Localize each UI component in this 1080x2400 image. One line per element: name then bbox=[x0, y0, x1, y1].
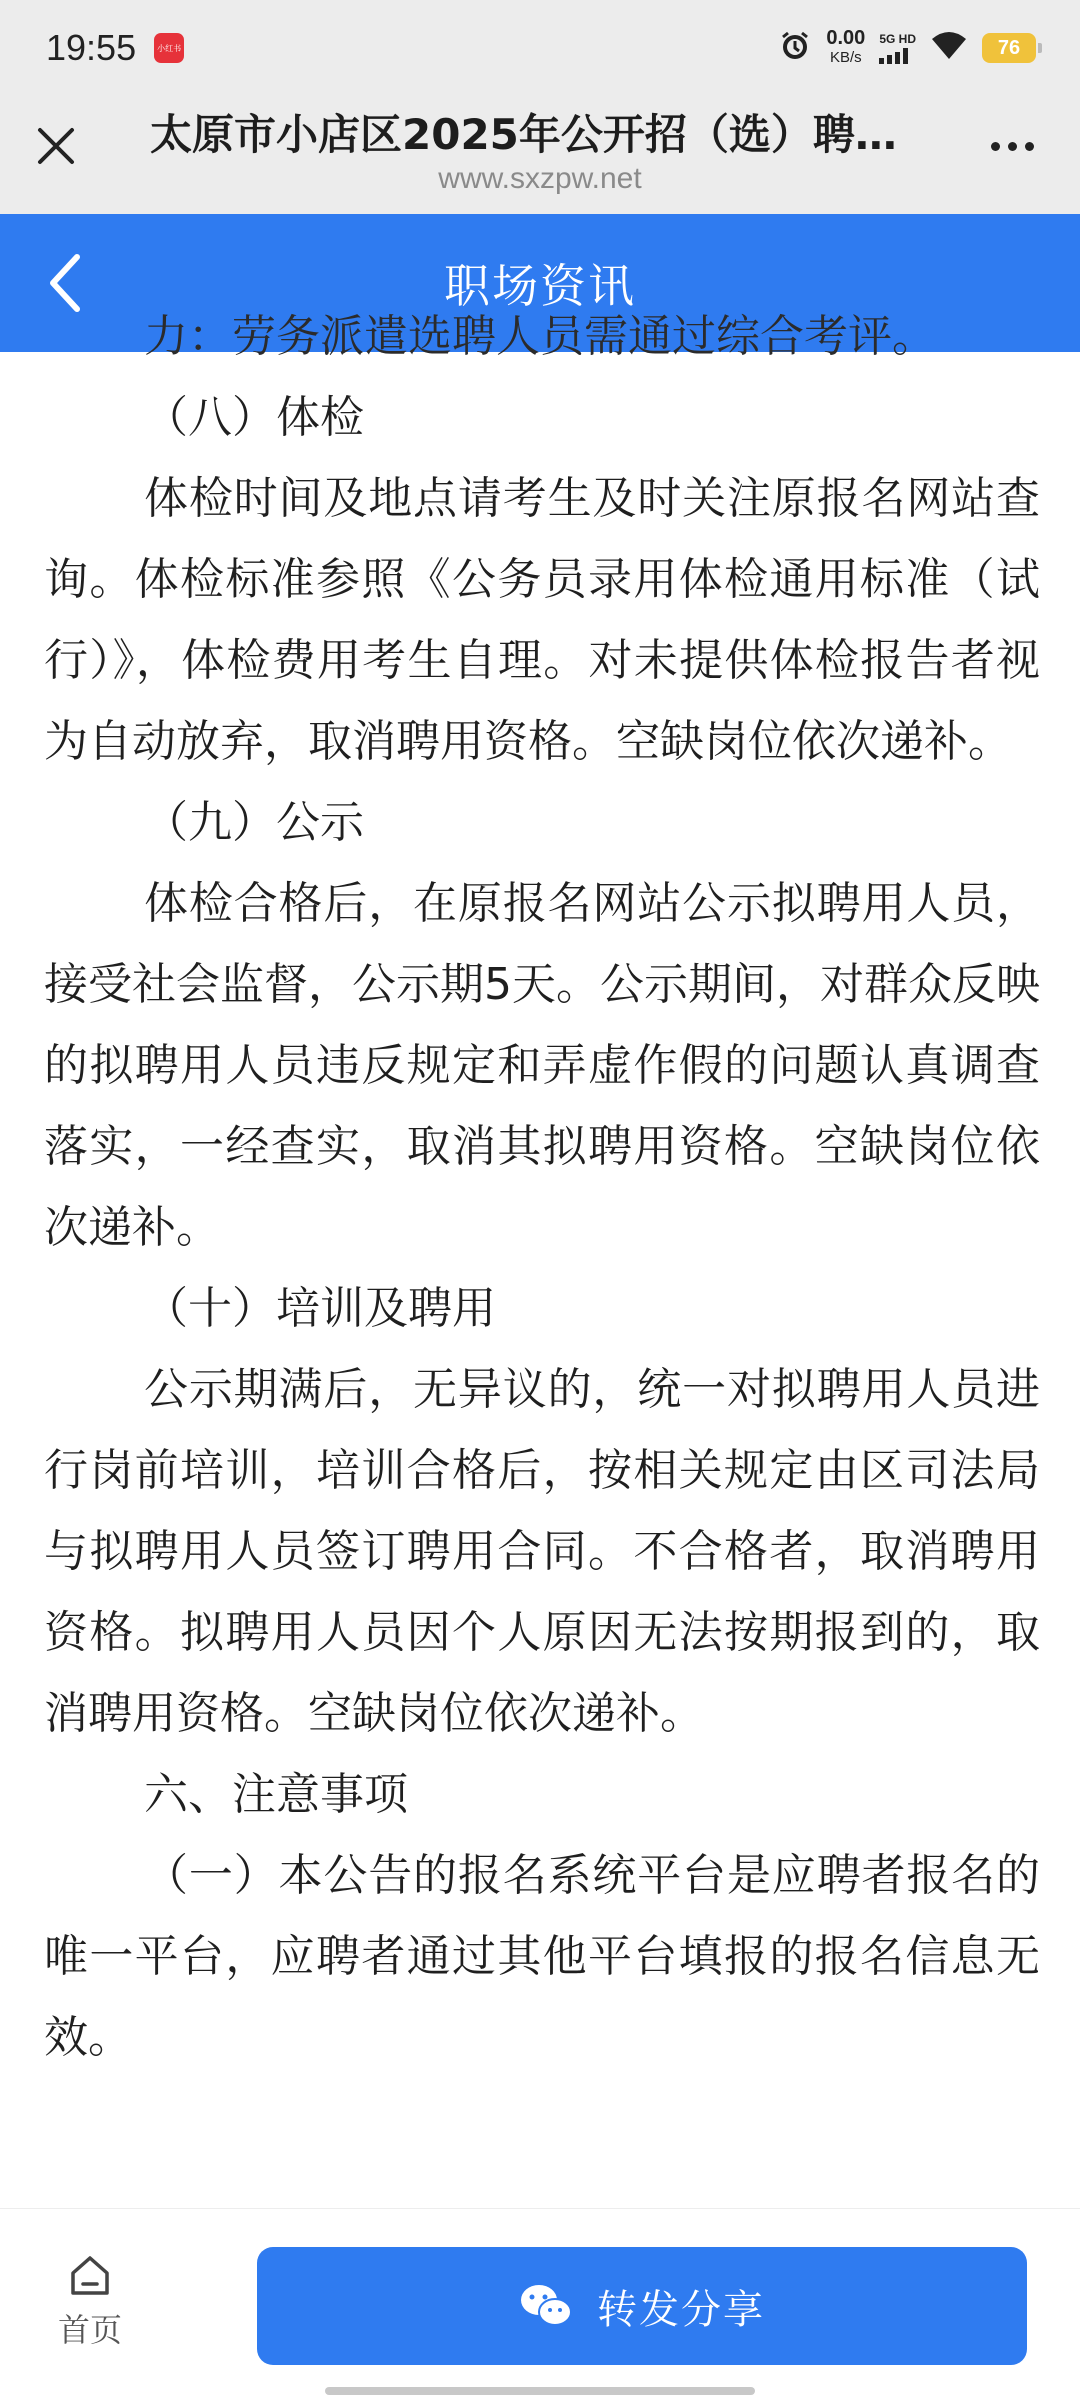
share-button[interactable] bbox=[257, 2247, 1027, 2365]
section-heading-training: （十）培训及聘用 bbox=[144, 1283, 496, 1334]
header-title: 职场资讯 bbox=[444, 259, 636, 313]
more-options-button[interactable] bbox=[982, 126, 1042, 166]
paragraph-note-1: （一）本公告的报名系统平台是应聘者报名的唯一平台，应聘者通过其他平台填报的报名信息无效。 bbox=[44, 1850, 1040, 2063]
share-label: 转发分享 bbox=[597, 2286, 765, 2333]
alarm-icon bbox=[778, 29, 812, 67]
status-time: 19:55 bbox=[46, 27, 137, 68]
browser-title-bar bbox=[0, 96, 1080, 214]
paragraph-physical-exam: 体检时间及地点请考生及时关注原报名网站查询。体检标准参照《公务员录用体检通用标准（试行）》，体检费用考生自理。对未提供体检报告者视为自动放弃，取消聘用资格。空缺岗位依次递补。 bbox=[44, 473, 1040, 767]
speed-value: 0.00 bbox=[826, 27, 866, 49]
section-heading-publicity: （九）公示 bbox=[144, 797, 364, 848]
paragraph-training: 公示期满后，无异议的，统一对拟聘用人员进行岗前培训，培训合格后，按相关规定由区司法局与拟聘用人员签订聘用合同。不合格者，取消聘用资格。拟聘用人员因个人原因无法按期报到的，取消聘用资格。空缺岗位依次递补。 bbox=[44, 1364, 1040, 1739]
section-heading-physical-exam: （八）体检 bbox=[144, 392, 364, 443]
status-bar bbox=[0, 0, 1080, 96]
gesture-bar bbox=[325, 2387, 755, 2395]
wechat-icon bbox=[519, 2282, 575, 2330]
page-url: www.sxzpw.net bbox=[438, 162, 642, 195]
signal-bars-icon bbox=[879, 48, 908, 64]
more-icon bbox=[991, 142, 1000, 151]
bottom-bar bbox=[0, 2208, 1080, 2400]
battery-icon: 76 bbox=[982, 33, 1036, 63]
section-heading-notes: 六、注意事项 bbox=[144, 1769, 408, 1820]
article-cut-line: 力：劳务派遣选聘人员需通过综合考评。 bbox=[144, 311, 936, 362]
network-type: 5G HD bbox=[879, 32, 916, 46]
article-content[interactable] bbox=[0, 311, 1080, 2208]
paragraph-publicity: 体检合格后，在原报名网站公示拟聘用人员，接受社会监督，公示期5天。公示期间，对群众反映的拟聘用人员违反规定和弄虚作假的问题认真调查落实，一经查实，取消其拟聘用资格。空缺岗位依次递补。 bbox=[44, 878, 1040, 1253]
cellular-signal bbox=[879, 32, 916, 64]
home-icon bbox=[67, 2253, 113, 2299]
close-icon bbox=[36, 126, 76, 166]
page-title: 太原市小店区2025年公开招（选）聘… bbox=[150, 110, 897, 159]
xiaohongshu-app-icon: 小红书 bbox=[154, 33, 184, 63]
speed-unit: KB/s bbox=[830, 49, 862, 66]
status-icons bbox=[778, 28, 1036, 68]
article-body bbox=[44, 296, 1040, 2078]
home-label: 首页 bbox=[57, 2311, 122, 2349]
home-tab[interactable] bbox=[40, 2253, 140, 2351]
wifi-icon bbox=[930, 31, 968, 65]
network-speed bbox=[826, 28, 865, 68]
